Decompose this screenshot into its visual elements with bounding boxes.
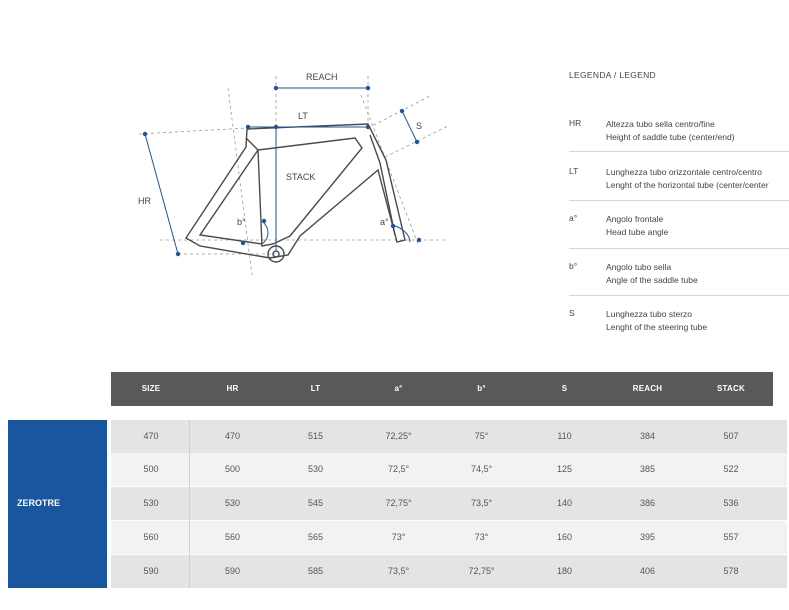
cell-b: 73° — [474, 532, 489, 542]
legend-divider — [569, 295, 789, 296]
table-row — [111, 555, 787, 588]
legend-desc-english: Head tube angle — [606, 226, 669, 237]
cell-size: 470 — [143, 431, 159, 441]
cell-reach: 406 — [639, 566, 656, 576]
column-header-reach: REACH — [632, 384, 663, 393]
cell-b: 73,5° — [470, 498, 493, 508]
cell-reach: 384 — [639, 431, 656, 441]
cell-reach: 395 — [639, 532, 656, 542]
legend-desc-english: Lenght of the steering tube — [606, 321, 708, 332]
bike-frame-outline — [186, 124, 405, 262]
legend-description — [606, 261, 698, 286]
cell-s: 110 — [557, 431, 572, 441]
legend-code: HR — [569, 118, 582, 128]
stack-label: STACK — [286, 172, 316, 182]
cell-reach: 385 — [639, 464, 656, 474]
legend-desc-italian: Lunghezza tubo orizzontale centro/centro — [606, 167, 762, 177]
legend-description — [606, 308, 707, 333]
lt-label: LT — [298, 111, 308, 121]
cell-b: 75° — [474, 431, 489, 441]
model-name: ZEROTRE — [17, 498, 61, 508]
cell-lt: 585 — [307, 566, 324, 576]
column-header-a: a° — [394, 384, 403, 393]
cell-stack: 507 — [723, 431, 739, 441]
cell-s: 160 — [556, 532, 573, 542]
cell-a: 72,5° — [387, 464, 410, 474]
legend-code: a° — [569, 213, 578, 223]
table-row — [111, 453, 787, 486]
cell-size: 500 — [143, 464, 159, 474]
cell-lt: 515 — [307, 431, 324, 441]
column-header-b: b° — [477, 384, 486, 393]
cell-stack: 522 — [723, 464, 739, 474]
cell-size: 530 — [143, 498, 159, 508]
size-column-divider — [189, 420, 190, 588]
legend-desc-english: Angle of the saddle tube — [606, 274, 698, 285]
legend-desc-italian: Altezza tubo sella centro/fine — [606, 119, 715, 129]
cell-stack: 536 — [723, 498, 739, 508]
legend-desc-italian: Lunghezza tubo sterzo — [606, 309, 693, 319]
legend-desc-english: Height of saddle tube (center/end) — [606, 131, 735, 142]
cell-hr: 560 — [224, 532, 241, 542]
cell-reach: 386 — [639, 498, 656, 508]
legend-code: S — [569, 308, 575, 318]
a-angle-label: a° — [380, 217, 389, 227]
legend-divider — [569, 248, 789, 249]
frame-geometry-svg — [0, 0, 789, 300]
cell-stack: 557 — [723, 532, 739, 542]
reach-label: REACH — [306, 72, 338, 82]
cell-size: 560 — [143, 532, 159, 542]
cell-size: 590 — [143, 566, 159, 576]
legend-description — [606, 213, 668, 238]
legend-desc-italian: Angolo tubo sella — [606, 262, 672, 272]
cell-hr: 470 — [224, 431, 241, 441]
column-header-hr: HR — [226, 384, 239, 393]
legend-divider — [569, 200, 789, 201]
legend-desc-english: Lenght of the horizontal tube (center/center — [606, 179, 769, 190]
table-row — [111, 420, 787, 453]
cell-a: 73,5° — [387, 566, 410, 576]
dimension-points — [143, 86, 421, 256]
legend-title: LEGENDA / LEGEND — [569, 70, 656, 80]
legend-desc-italian: Angolo frontale — [606, 214, 664, 224]
hr-label: HR — [138, 196, 151, 206]
model-name-cell — [8, 420, 107, 588]
table-header — [111, 372, 773, 406]
cell-s: 125 — [556, 464, 573, 474]
column-header-lt: LT — [310, 384, 321, 393]
cell-hr: 590 — [224, 566, 241, 576]
legend-code: b° — [569, 261, 578, 271]
legend-divider — [569, 151, 789, 152]
cell-s: 140 — [556, 498, 573, 508]
cell-hr: 530 — [224, 498, 241, 508]
column-header-size: SIZE — [141, 384, 161, 393]
frame-geometry-diagram — [0, 0, 789, 300]
column-header-s: S — [561, 384, 568, 393]
cell-a: 72,25° — [385, 431, 412, 441]
table-row — [111, 487, 787, 520]
legend-code: LT — [569, 166, 579, 176]
geometry-table — [0, 372, 789, 590]
cell-lt: 530 — [307, 464, 324, 474]
cell-hr: 500 — [224, 464, 241, 474]
cell-s: 180 — [556, 566, 573, 576]
cell-b: 74,5° — [470, 464, 493, 474]
cell-a: 72,75° — [385, 498, 412, 508]
column-header-stack: STACK — [717, 384, 745, 393]
cell-lt: 545 — [307, 498, 324, 508]
cell-stack: 578 — [723, 566, 739, 576]
cell-b: 72,75° — [468, 566, 495, 576]
s-label: S — [416, 121, 423, 131]
b-angle-label: b° — [237, 217, 246, 227]
legend-description — [606, 118, 735, 143]
cell-a: 73° — [391, 532, 406, 542]
table-row — [111, 521, 787, 554]
legend-description — [606, 166, 769, 191]
cell-lt: 565 — [307, 532, 324, 542]
